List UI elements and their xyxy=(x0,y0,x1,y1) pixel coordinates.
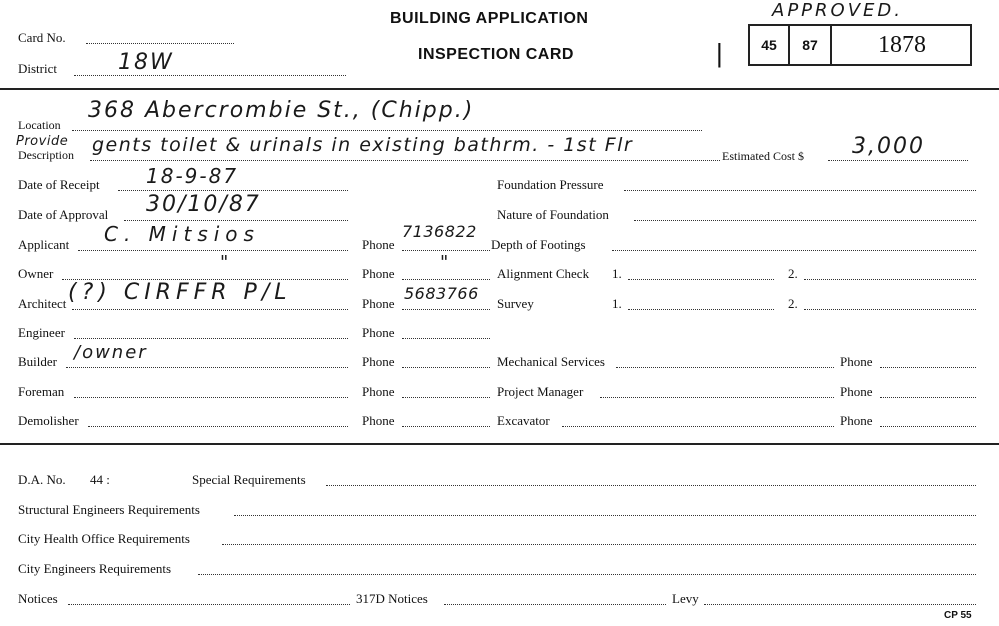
engineer-label: Engineer xyxy=(18,325,65,340)
builder-phone-label: Phone xyxy=(362,354,395,369)
foreman-label: Foreman xyxy=(18,384,65,399)
special-requirements-line xyxy=(326,485,976,486)
owner-phone-value: " xyxy=(440,252,451,273)
header-divider xyxy=(0,88,999,90)
survey-line-1 xyxy=(628,309,774,310)
excavator-phone-label: Phone xyxy=(840,413,873,428)
engineer-line xyxy=(74,338,348,339)
description-line xyxy=(90,160,720,161)
owner-label: Owner xyxy=(18,266,54,281)
mechanical-label: Mechanical Services xyxy=(497,354,605,369)
tick-mark: | xyxy=(716,38,723,68)
estimated-cost-label: Estimated Cost $ xyxy=(722,149,804,163)
builder-label: Builder xyxy=(18,354,57,369)
structural-label: Structural Engineers Requirements xyxy=(18,502,200,517)
engineer-phone-label: Phone xyxy=(362,325,395,340)
alignment-line-2 xyxy=(804,279,976,280)
date-approval-line xyxy=(124,220,348,221)
architect-line xyxy=(72,309,348,310)
alignment-line-1 xyxy=(628,279,774,280)
survey-num-2: 2. xyxy=(788,296,798,311)
estimated-cost-line xyxy=(828,160,968,161)
demolisher-phone-line xyxy=(402,426,490,427)
nature-foundation-label: Nature of Foundation xyxy=(497,207,609,222)
project-manager-line xyxy=(600,397,834,398)
description-prefix: Provide xyxy=(16,134,69,149)
notices-317d-line xyxy=(444,604,666,605)
levy-line xyxy=(704,604,976,605)
location-line xyxy=(72,130,702,131)
da-no-value: 44 : xyxy=(90,472,110,487)
city-engineers-line xyxy=(198,574,976,575)
notices-317d-label: 317D Notices xyxy=(356,591,428,606)
mechanical-phone-line xyxy=(880,367,976,368)
nature-foundation-line xyxy=(634,220,976,221)
architect-phone-line xyxy=(402,309,490,310)
demolisher-label: Demolisher xyxy=(18,413,79,428)
architect-value: (?) CIRFFR P/L xyxy=(68,280,292,305)
demolisher-phone-label: Phone xyxy=(362,413,395,428)
project-manager-label: Project Manager xyxy=(497,384,584,399)
levy-label: Levy xyxy=(672,591,699,606)
district-label: District xyxy=(18,61,57,76)
health-label: City Health Office Requirements xyxy=(18,531,190,546)
box-cell-number: 1878 xyxy=(878,32,926,58)
owner-phone-label: Phone xyxy=(362,266,395,281)
district-value: 18W xyxy=(118,50,174,75)
applicant-phone-line xyxy=(402,250,490,251)
date-approval-value: 30/10/87 xyxy=(146,192,261,217)
mechanical-phone-label: Phone xyxy=(840,354,873,369)
foundation-pressure-label: Foundation Pressure xyxy=(497,177,604,192)
owner-value: " xyxy=(220,252,231,273)
card-no-label: Card No. xyxy=(18,30,66,45)
box-cell-b: 87 xyxy=(790,26,832,64)
excavator-label: Excavator xyxy=(497,413,550,428)
mechanical-line xyxy=(616,367,834,368)
approval-number-box xyxy=(748,24,972,66)
architect-label: Architect xyxy=(18,296,67,311)
excavator-line xyxy=(562,426,834,427)
date-receipt-value: 18-9-87 xyxy=(146,164,239,188)
project-manager-phone-line xyxy=(880,397,976,398)
da-no-label: D.A. No. xyxy=(18,472,66,487)
location-label: Location xyxy=(18,118,61,132)
alignment-check-label: Alignment Check xyxy=(497,266,590,281)
applicant-phone-value: 7136822 xyxy=(402,222,477,241)
description-value: gents toilet & urinals in existing bathrm. - 1st Flr xyxy=(92,134,634,156)
special-requirements-label: Special Requirements xyxy=(192,472,306,487)
applicant-line xyxy=(78,250,348,251)
foreman-line xyxy=(74,397,348,398)
depth-footings-line xyxy=(612,250,976,251)
city-engineers-label: City Engineers Requirements xyxy=(18,561,172,576)
health-line xyxy=(222,544,976,545)
builder-phone-line xyxy=(402,367,490,368)
architect-phone-value: 5683766 xyxy=(404,284,479,303)
depth-footings-label: Depth of Footings xyxy=(491,237,586,252)
architect-phone-label: Phone xyxy=(362,296,395,311)
approved-stamp: APPROVED. xyxy=(772,0,903,21)
location-value: 368 Abercrombie St., (Chipp.) xyxy=(88,98,475,123)
foundation-pressure-line xyxy=(624,190,976,191)
structural-line xyxy=(234,515,976,516)
project-manager-phone-label: Phone xyxy=(840,384,873,399)
estimated-cost-value: 3,000 xyxy=(852,134,925,159)
builder-line xyxy=(66,367,348,368)
foreman-phone-line xyxy=(402,397,490,398)
excavator-phone-line xyxy=(880,426,976,427)
date-approval-label: Date of Approval xyxy=(18,207,109,222)
form-title-line1: BUILDING APPLICATION xyxy=(390,10,589,27)
district-line xyxy=(74,75,346,76)
applicant-label: Applicant xyxy=(18,237,70,252)
date-receipt-line xyxy=(118,190,348,191)
survey-label: Survey xyxy=(497,296,534,311)
engineer-phone-line xyxy=(402,338,490,339)
survey-num-1: 1. xyxy=(612,296,622,311)
survey-line-2 xyxy=(804,309,976,310)
builder-value: /owner xyxy=(74,342,148,363)
form-title-line2: INSPECTION CARD xyxy=(418,46,574,63)
description-label: Description xyxy=(18,148,74,162)
foreman-phone-label: Phone xyxy=(362,384,395,399)
demolisher-line xyxy=(88,426,348,427)
date-receipt-label: Date of Receipt xyxy=(18,177,100,192)
applicant-phone-label: Phone xyxy=(362,237,395,252)
alignment-num-1: 1. xyxy=(612,266,622,281)
form-code: CP 55 xyxy=(944,610,972,621)
notices-line xyxy=(68,604,350,605)
box-cell-a: 45 xyxy=(750,26,790,64)
owner-phone-line xyxy=(402,279,490,280)
notices-label: Notices xyxy=(18,591,58,606)
section-divider xyxy=(0,443,999,445)
card-no-line xyxy=(86,43,234,44)
applicant-value: C. Mitsios xyxy=(104,222,260,246)
alignment-num-2: 2. xyxy=(788,266,798,281)
